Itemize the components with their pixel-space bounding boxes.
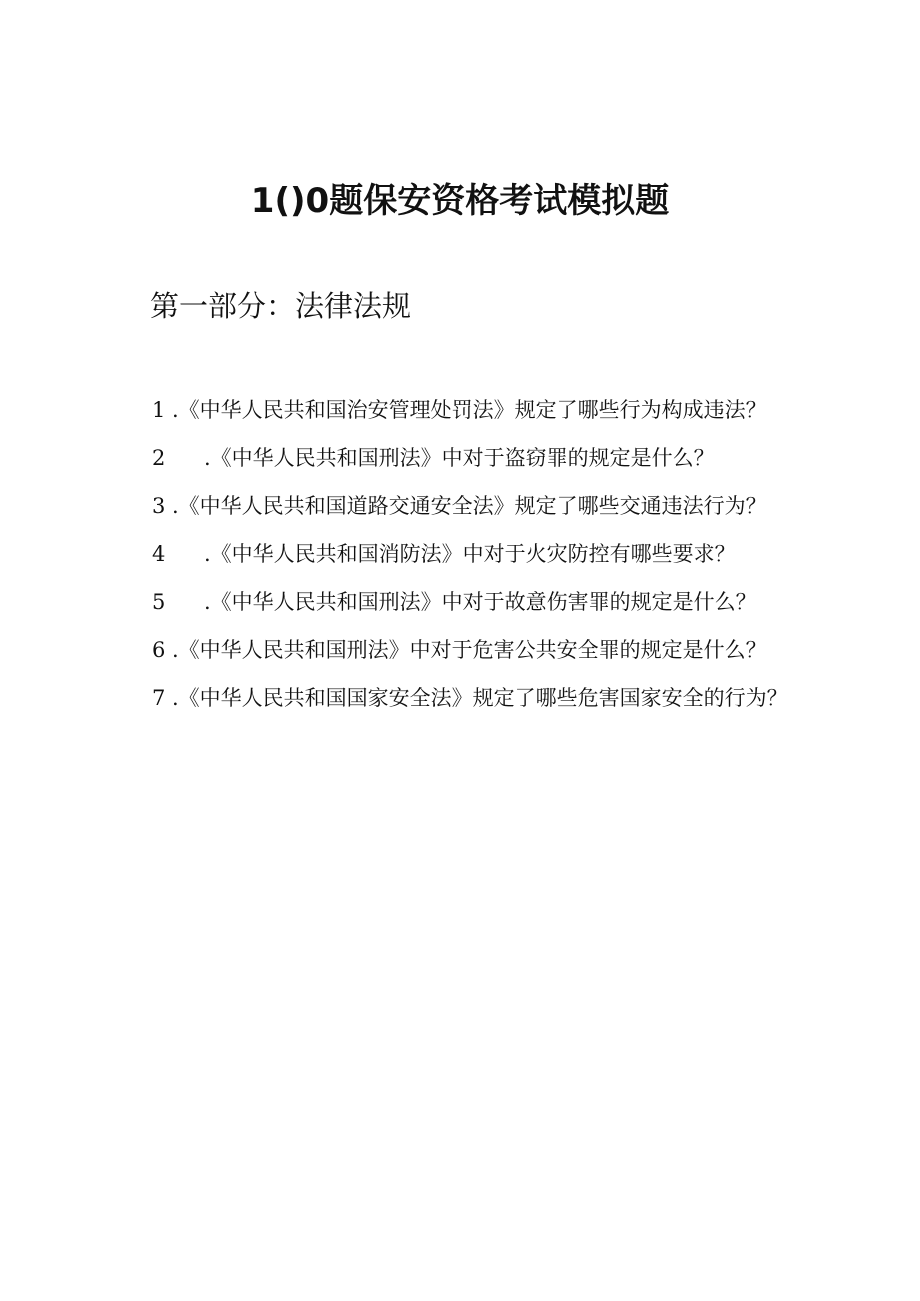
question-item	[106, 530, 796, 578]
question-text: .《中华人民共和国刑法》中对于危害公共安全罪的规定是什么？	[172, 638, 767, 662]
question-item	[106, 626, 796, 674]
question-number: 2	[152, 446, 166, 470]
question-number: 1	[152, 398, 166, 422]
question-text: .《中华人民共和国国家安全法》规定了哪些危害国家安全的行为？	[172, 686, 788, 710]
section-heading: 第一部分：法律法规	[150, 289, 412, 323]
question-item	[106, 386, 796, 434]
question-text: .《中华人民共和国刑法》中对于故意伤害罪的规定是什么？	[204, 590, 757, 614]
question-item	[106, 482, 796, 530]
question-number: 5	[152, 590, 166, 614]
question-item	[106, 578, 796, 626]
question-item	[106, 434, 796, 482]
question-item	[106, 674, 796, 722]
question-text: .《中华人民共和国治安管理处罚法》规定了哪些行为构成违法？	[172, 398, 767, 422]
question-list	[106, 386, 796, 722]
question-number: 3	[152, 494, 166, 518]
question-text: .《中华人民共和国刑法》中对于盗窃罪的规定是什么？	[204, 446, 715, 470]
question-number: 7	[152, 686, 166, 710]
question-number: 4	[152, 542, 166, 566]
question-text: .《中华人民共和国消防法》中对于火灾防控有哪些要求？	[204, 542, 736, 566]
page-title: 1()0题保安资格考试模拟题	[250, 181, 670, 221]
question-number: 6	[152, 638, 166, 662]
question-text: .《中华人民共和国道路交通安全法》规定了哪些交通违法行为？	[172, 494, 767, 518]
